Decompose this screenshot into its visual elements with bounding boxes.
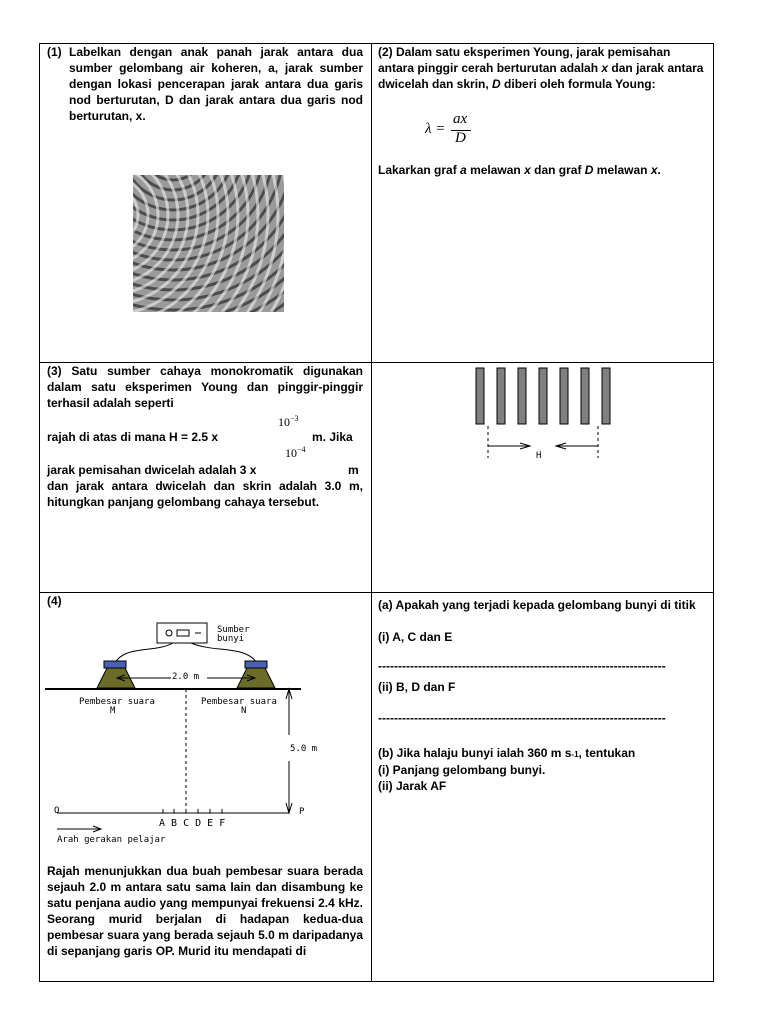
point-o-label: O <box>54 806 60 816</box>
q3-line-h-post: m. Jika <box>312 430 353 444</box>
source-label-1: Sumber <box>217 625 250 635</box>
speaker-distance-label: 2.0 m <box>172 672 200 682</box>
speaker-m-label-1: Pembesar suara <box>79 697 155 707</box>
speaker-n-top <box>245 661 267 668</box>
fringe-2 <box>497 368 505 424</box>
fringe-1 <box>476 368 484 424</box>
q4b-ii: (ii) Jarak AF <box>378 779 447 793</box>
answer-line-1: ------------------------------------------------------------------------ <box>378 659 666 673</box>
fringe-7 <box>602 368 610 424</box>
q4b-text: (b) Jika halaju bunyi ialah 360 m s-1, tentukan <box>378 746 636 760</box>
fringe-6 <box>581 368 589 424</box>
q2-intro: (2) Dalam satu eksperimen Young, jarak pemisahan antara pinggir cerah berturutan adalah x dan jarak antara dwicelah dan skrin, D diberi oleh formula Young: <box>378 45 704 91</box>
q4a-text: (a) Apakah yang terjadi kepada gelombang bunyi di titik <box>378 598 696 612</box>
q4a-i: (i) A, C dan E <box>378 630 453 644</box>
q3-line-sep-pre: jarak pemisahan dwicelah adalah 3 x <box>47 463 257 477</box>
formula-lhs: λ = <box>425 121 446 137</box>
fringe-4 <box>539 368 547 424</box>
answer-line-2: ------------------------------------------------------------------------ <box>378 711 666 725</box>
speaker-m-top <box>104 661 126 668</box>
speaker-m-label-2: M <box>110 706 116 716</box>
fringe-label-h: H <box>536 451 542 461</box>
points-a-f-labels: A B C D E F <box>159 818 226 829</box>
fringe-pattern-figure <box>470 366 620 462</box>
q3-text2: dan jarak antara dwicelah dan skrin adalah 3.0 m, hitungkan panjang gelombang cahaya tersebut. <box>47 479 363 509</box>
q3-line-sep-post: m <box>348 463 359 477</box>
q3-exponent-2: $10^{-4}$ <box>285 445 306 460</box>
q4-number: (4) <box>47 594 62 608</box>
q1-text: Labelkan dengan anak panah jarak antara dua sumber gelombang air koheren, a, jarak sumber dengan lokasi pencerapan jarak antara dua garis nod berturutan, D dan jarak antara dua garis nod berturutan, x. <box>69 45 363 123</box>
q3-text1: (3) Satu sumber cahaya monokromatik digunakan dalam satu eksperimen Young dan pinggir-pinggir terhasil adalah seperti <box>47 364 363 410</box>
fringe-5 <box>560 368 568 424</box>
q4a-ii: (ii) B, D dan F <box>378 680 456 694</box>
q4-description: Rajah menunjukkan dua buah pembesar suara berada sejauh 2.0 m antara satu sama lain dan disambung ke satu penjana audio yang mempunyai frekuensi 2.4 kHz. Seorang murid berjalan di hadapan kedua-dua pembesar suara yang berada sejauh 5.0 m daripadanya di sepanjang garis OP. Murid itu mendapati di <box>47 864 363 958</box>
q1-number: (1) <box>47 45 62 59</box>
q3-exponent-1: $10^{-3}$ <box>278 414 299 429</box>
sound-interference-diagram <box>45 615 318 850</box>
speaker-n-label-2: N <box>241 706 247 716</box>
q3-line-h-pre: rajah di atas di mana H = 2.5 x <box>47 430 219 444</box>
speaker-n-label-1: Pembesar suara <box>201 697 277 707</box>
formula-denominator: D <box>455 130 466 146</box>
point-p-label: P <box>299 807 305 817</box>
q2-task: Lakarkan graf a melawan x dan graf D melawan x. <box>378 163 661 177</box>
q4b-i: (i) Panjang gelombang bunyi. <box>378 763 546 777</box>
distance-line-label: 5.0 m <box>290 744 318 754</box>
fringe-3 <box>518 368 526 424</box>
interference-pattern-image <box>133 175 284 312</box>
source-label-2: bunyi <box>217 634 245 644</box>
formula-numerator: ax <box>453 111 468 127</box>
direction-label: Arah gerakan pelajar <box>57 835 166 845</box>
